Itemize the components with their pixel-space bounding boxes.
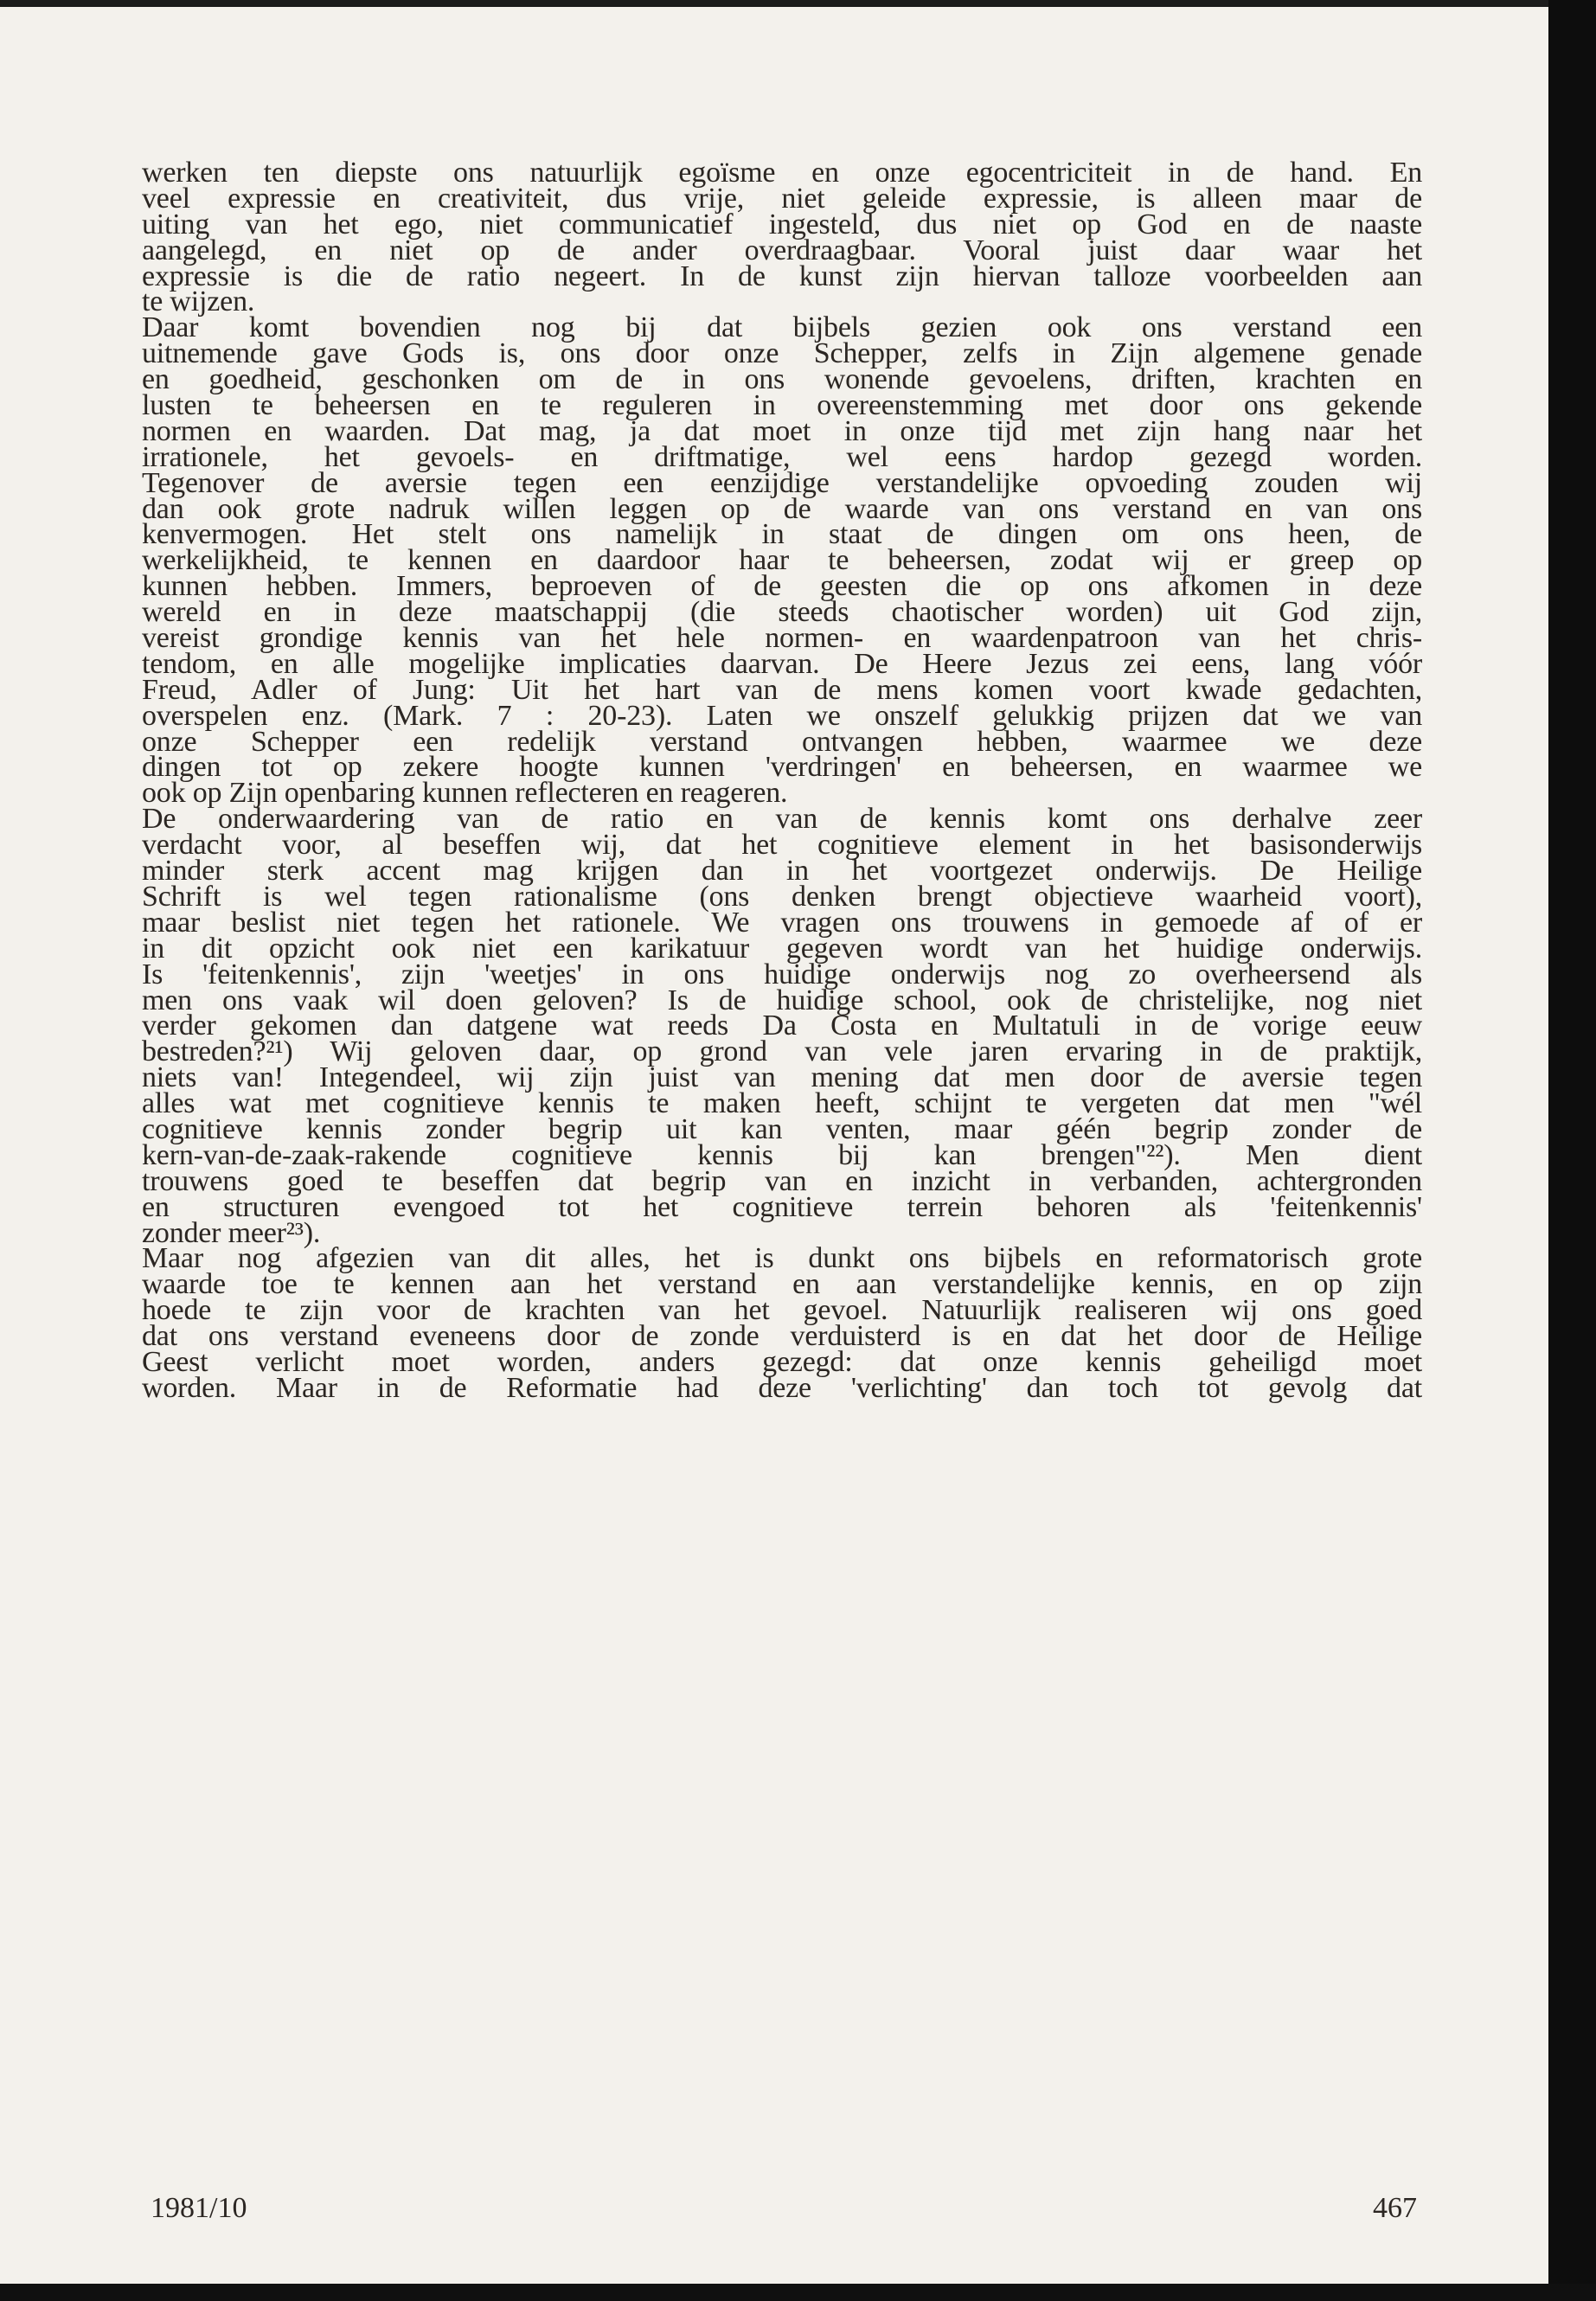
text-line: niets van! Integendeel, wij zijn juist van mening dat men door de aversie tegen	[142, 1061, 1422, 1094]
text-line: normen en waarden. Dat mag, ja dat moet in onze tijd met zijn hang naar het	[142, 414, 1422, 447]
text-line: werkelijkheid, te kennen en daardoor haar te beheersen, zodat wij er greep op	[142, 544, 1422, 577]
text-line: dat ons verstand eveneens door de zonde verduisterd is en dat het door de Heilige	[142, 1320, 1422, 1353]
text-line: dan ook grote nadruk willen leggen op de waarde van ons verstand en van ons	[142, 492, 1422, 525]
text-line: men ons vaak wil doen geloven? Is de huidige school, ook de christelijke, nog niet	[142, 984, 1422, 1016]
text-line: werken ten diepste ons natuurlijk egoïsme en onze egocentriciteit in de hand. En	[142, 157, 1422, 189]
text-line: te wijzen.	[142, 285, 255, 318]
text-line: minder sterk accent mag krijgen dan in het voortgezet onderwijs. De Heilige	[142, 855, 1422, 888]
text-line: lusten te beheersen en te reguleren in overeenstemming met door ons gekende	[142, 389, 1422, 422]
text-line: verdacht voor, al beseffen wij, dat het cognitieve element in het basisonderwijs	[142, 829, 1422, 862]
text-line: dingen tot op zekere hoogte kunnen 'verdringen' en beheersen, en waarmee we	[142, 751, 1422, 784]
text-line: Maar nog afgezien van dit alles, het is dunkt ons bijbels en reformatorisch grote	[142, 1242, 1422, 1275]
text-line: hoede te zijn voor de krachten van het gevoel. Natuurlijk realiseren wij ons goed	[142, 1294, 1422, 1327]
text-line: kern-van-de-zaak-rakende cognitieve kennis bij kan brengen"²²). Men dient	[142, 1138, 1422, 1171]
text-line: waarde toe te kennen aan het verstand en aan verstandelijke kennis, en op zijn	[142, 1268, 1422, 1301]
text-line: maar beslist niet tegen het rationele. We vragen ons trouwens in gemoede af of er	[142, 906, 1422, 939]
text-line: zonder meer²³).	[142, 1216, 321, 1249]
text-line: De onderwaardering van de ratio en van de kennis komt ons derhalve zeer	[142, 803, 1422, 836]
text-line: aangelegd, en niet op de ander overdraagbaar. Vooral juist daar waar het	[142, 234, 1422, 266]
scan-edge	[1548, 0, 1596, 2301]
text-line: bestreden?²¹) Wij geloven daar, op grond van vele jaren ervaring in de praktijk,	[142, 1035, 1422, 1068]
text-line: kenvermogen. Het stelt ons namelijk in staat de dingen om ons heen, de	[142, 518, 1422, 551]
text-line: uiting van het ego, niet communicatief ingesteld, dus niet op God en de naaste	[142, 208, 1422, 240]
text-line: in dit opzicht ook niet een karikatuur gegeven wordt van het huidige onderwijs.	[142, 932, 1422, 965]
text-line: Schrift is wel tegen rationalisme (ons denken brengt objectieve waarheid voort),	[142, 880, 1422, 913]
text-line: trouwens goed te beseffen dat begrip van en inzicht in verbanden, achtergronden	[142, 1164, 1422, 1197]
scan-bottom-edge	[0, 2284, 1596, 2301]
body-text	[142, 157, 1422, 1404]
text-line: Tegenover de aversie tegen een eenzijdige verstandelijke opvoeding zouden wij	[142, 466, 1422, 499]
text-line: uitnemende gave Gods is, ons door onze Schepper, zelfs in Zijn algemene genade	[142, 337, 1422, 370]
text-line: onze Schepper een redelijk verstand ontvangen hebben, waarmee we deze	[142, 725, 1422, 758]
text-line: ook op Zijn openbaring kunnen reflecteren en reageren.	[142, 777, 788, 810]
text-line: Daar komt bovendien nog bij dat bijbels gezien ook ons verstand een	[142, 311, 1422, 344]
text-line: Geest verlicht moet worden, anders gezegd: dat onze kennis geheiligd moet	[142, 1345, 1422, 1378]
text-line: en structuren evengoed tot het cognitieve terrein behoren als 'feitenkennis'	[142, 1190, 1422, 1223]
text-line: vereist grondige kennis van het hele normen- en waardenpatroon van het chris-	[142, 622, 1422, 655]
text-line: Is 'feitenkennis', zijn 'weetjes' in ons huidige onderwijs nog zo overheersend als	[142, 958, 1422, 990]
text-line: overspelen enz. (Mark. 7 : 20-23). Laten we onszelf gelukkig prijzen dat we van	[142, 699, 1422, 732]
text-line: expressie is die de ratio negeert. In de kunst zijn hiervan talloze voorbeelden aan	[142, 260, 1422, 292]
text-line: veel expressie en creativiteit, dus vrije, niet geleide expressie, is alleen maar de	[142, 182, 1422, 215]
text-line: wereld en in deze maatschappij (die steeds chaotischer worden) uit God zijn,	[142, 596, 1422, 629]
page-number: 467	[1373, 2192, 1417, 2224]
text-line: Freud, Adler of Jung: Uit het hart van de mens komen voort kwade gedachten,	[142, 673, 1422, 706]
text-line: cognitieve kennis zonder begrip uit kan venten, maar géén begrip zonder de	[142, 1112, 1422, 1145]
text-line: kunnen hebben. Immers, beproeven of de geesten die op ons afkomen in deze	[142, 570, 1422, 603]
text-line: tendom, en alle mogelijke implicaties daarvan. De Heere Jezus zei eens, lang vóór	[142, 647, 1422, 680]
text-line: en goedheid, geschonken om de in ons wonende gevoelens, driften, krachten en	[142, 363, 1422, 396]
text-line: verder gekomen dan datgene wat reeds Da Costa en Multatuli in de vorige eeuw	[142, 1009, 1422, 1042]
text-line: irrationele, het gevoels- en driftmatige, wel eens hardop gezegd worden.	[142, 440, 1422, 473]
text-line: worden. Maar in de Reformatie had deze 'verlichting' dan toch tot gevolg dat	[142, 1371, 1422, 1404]
text-line: alles wat met cognitieve kennis te maken heeft, schijnt te vergeten dat men "wél	[142, 1087, 1422, 1120]
issue-number: 1981/10	[151, 2192, 247, 2224]
